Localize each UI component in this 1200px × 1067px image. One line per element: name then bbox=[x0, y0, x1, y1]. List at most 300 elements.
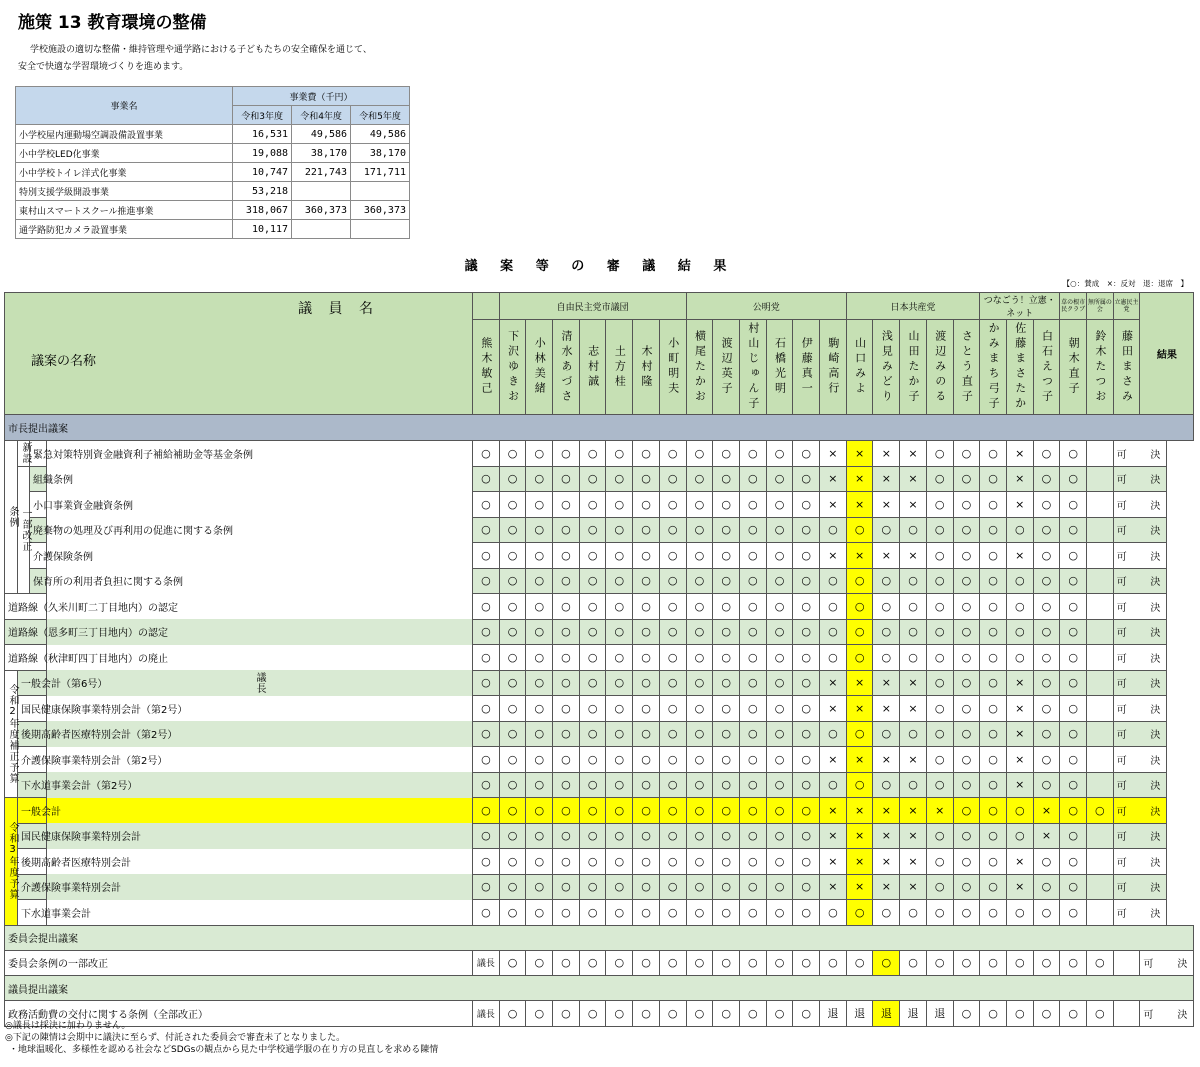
vote-cell: ○ bbox=[739, 594, 766, 620]
vote-cell: ○ bbox=[633, 721, 660, 747]
vote-cell: ○ bbox=[793, 696, 820, 722]
member-name-text: 浅見みどり bbox=[880, 329, 894, 405]
vote-cell: ○ bbox=[526, 721, 553, 747]
vote-cell: × bbox=[1006, 441, 1033, 467]
vote-cell: × bbox=[900, 849, 927, 875]
vote-cell: ○ bbox=[766, 568, 793, 594]
vote-cell: ○ bbox=[900, 721, 927, 747]
section-title: 委員会提出議案 bbox=[5, 925, 1194, 950]
vote-cell: ○ bbox=[793, 823, 820, 849]
vote-cell: ○ bbox=[926, 670, 953, 696]
vote-cell: ○ bbox=[713, 466, 740, 492]
vote-cell: ○ bbox=[553, 645, 580, 671]
vote-cell: ○ bbox=[739, 517, 766, 543]
result-cell: 決 bbox=[1140, 594, 1167, 620]
vote-cell: ○ bbox=[526, 568, 553, 594]
member-name-text: 駒崎高行 bbox=[826, 337, 840, 397]
bill-name: 介護保険事業特別会計（第2号） bbox=[18, 747, 473, 773]
vote-cell: ○ bbox=[713, 849, 740, 875]
vote-cell: × bbox=[846, 849, 873, 875]
vote-cell: 退 bbox=[873, 1001, 900, 1027]
vote-cell: ○ bbox=[526, 543, 553, 569]
vote-cell: ○ bbox=[686, 874, 713, 900]
vote-cell bbox=[1087, 823, 1114, 849]
vote-cell: 退 bbox=[846, 1001, 873, 1027]
vote-cell: ○ bbox=[606, 900, 633, 926]
vote-cell: ○ bbox=[526, 517, 553, 543]
vote-cell: ○ bbox=[499, 772, 526, 798]
note-line: ◎下記の陳情は会期中に議決に至らず、付託された委員会で審査未了となりました。 bbox=[5, 1033, 346, 1043]
vote-cell: ○ bbox=[473, 619, 500, 645]
member-name bbox=[579, 320, 606, 415]
vote-cell: ○ bbox=[633, 1001, 660, 1027]
vote-cell: × bbox=[820, 670, 847, 696]
vote-cell: × bbox=[926, 798, 953, 824]
vote-cell: ○ bbox=[713, 517, 740, 543]
member-name bbox=[926, 320, 953, 415]
result-cell: 決 bbox=[1140, 492, 1167, 518]
budget-name: 通学路防犯カメラ設置事業 bbox=[16, 220, 233, 239]
vote-cell: ○ bbox=[633, 619, 660, 645]
vote-cell bbox=[1113, 950, 1140, 976]
vote-cell: ○ bbox=[686, 517, 713, 543]
result-cell: 可 bbox=[1113, 849, 1140, 875]
vote-cell: ○ bbox=[980, 874, 1007, 900]
vote-cell: ○ bbox=[526, 772, 553, 798]
vote-cell: ○ bbox=[579, 543, 606, 569]
budget-value: 360,373 bbox=[351, 201, 410, 220]
vote-cell: ○ bbox=[686, 798, 713, 824]
member-name-text: 下沢ゆきお bbox=[506, 329, 520, 405]
group-shinsetsu-text: 新設 bbox=[20, 442, 31, 465]
vote-cell: × bbox=[900, 670, 927, 696]
member-name-text: 藤田まさみ bbox=[1120, 329, 1134, 405]
vote-cell: ○ bbox=[900, 517, 927, 543]
member-name bbox=[846, 320, 873, 415]
vote-cell: ○ bbox=[713, 823, 740, 849]
vote-cell: ○ bbox=[1087, 798, 1114, 824]
result-cell: 決 bbox=[1167, 950, 1194, 976]
vote-cell: × bbox=[846, 696, 873, 722]
vote-cell: ○ bbox=[873, 645, 900, 671]
vote-cell: ○ bbox=[686, 823, 713, 849]
vote-cell bbox=[1087, 721, 1114, 747]
vote-cell: ○ bbox=[606, 747, 633, 773]
vote-cell bbox=[1087, 517, 1114, 543]
vote-cell: ○ bbox=[659, 517, 686, 543]
group-jorei-text: 条例 bbox=[7, 506, 18, 528]
vote-cell: × bbox=[820, 874, 847, 900]
result-cell: 決 bbox=[1140, 619, 1167, 645]
vote-cell: ○ bbox=[980, 568, 1007, 594]
vote-cell: 退 bbox=[926, 1001, 953, 1027]
vote-cell: ○ bbox=[980, 798, 1007, 824]
result-cell: 決 bbox=[1167, 1001, 1194, 1027]
vote-cell: ○ bbox=[713, 1001, 740, 1027]
vote-cell: ○ bbox=[793, 543, 820, 569]
vote-cell: ○ bbox=[553, 594, 580, 620]
vote-cell: ○ bbox=[713, 772, 740, 798]
vote-cell: ○ bbox=[713, 645, 740, 671]
vote-cell: ○ bbox=[1033, 517, 1060, 543]
party-header: 立憲民主党 bbox=[1113, 293, 1140, 320]
vote-cell: ○ bbox=[793, 874, 820, 900]
vote-cell: ○ bbox=[553, 492, 580, 518]
vote-cell: ○ bbox=[953, 543, 980, 569]
vote-cell: ○ bbox=[686, 466, 713, 492]
vote-cell: ○ bbox=[1060, 696, 1087, 722]
vote-cell: ○ bbox=[579, 950, 606, 976]
vote-cell: ○ bbox=[579, 645, 606, 671]
vote-cell: × bbox=[1006, 492, 1033, 518]
vote-cell: ○ bbox=[686, 492, 713, 518]
vote-cell: ○ bbox=[633, 670, 660, 696]
vote-cell: ○ bbox=[606, 492, 633, 518]
vote-cell: ○ bbox=[873, 772, 900, 798]
vote-cell: ○ bbox=[713, 670, 740, 696]
member-name bbox=[499, 320, 526, 415]
vote-cell: × bbox=[820, 823, 847, 849]
vote-cell: ○ bbox=[739, 900, 766, 926]
vote-cell: ○ bbox=[766, 849, 793, 875]
vote-cell: ○ bbox=[1033, 670, 1060, 696]
vote-cell: ○ bbox=[1006, 950, 1033, 976]
party-none bbox=[473, 293, 500, 320]
vote-cell: ○ bbox=[953, 441, 980, 467]
vote-cell: ○ bbox=[739, 823, 766, 849]
vote-cell: ○ bbox=[793, 747, 820, 773]
vote-cell: ○ bbox=[953, 798, 980, 824]
member-name bbox=[1113, 320, 1140, 415]
member-name bbox=[900, 320, 927, 415]
section-title: 議員提出議案 bbox=[5, 976, 1194, 1001]
vote-cell: × bbox=[820, 466, 847, 492]
member-name-text: 渡辺英子 bbox=[720, 337, 734, 397]
budget-name: 小中学校トイレ洋式化事業 bbox=[16, 163, 233, 182]
vote-cell: ○ bbox=[1033, 1001, 1060, 1027]
vote-cell: ○ bbox=[686, 1001, 713, 1027]
result-cell: 決 bbox=[1140, 441, 1167, 467]
vote-cell: ○ bbox=[659, 900, 686, 926]
vote-cell: ○ bbox=[606, 696, 633, 722]
vote-cell: ○ bbox=[900, 568, 927, 594]
vote-cell: ○ bbox=[579, 517, 606, 543]
vote-cell: × bbox=[1033, 823, 1060, 849]
budget-value: 318,067 bbox=[233, 201, 292, 220]
bill-row bbox=[5, 900, 1194, 926]
vote-cell: ○ bbox=[606, 950, 633, 976]
vote-cell: ○ bbox=[1060, 772, 1087, 798]
budget-row bbox=[16, 201, 410, 220]
vote-cell: ○ bbox=[766, 950, 793, 976]
vote-cell: ○ bbox=[686, 441, 713, 467]
vote-cell: ○ bbox=[659, 721, 686, 747]
result-cell: 決 bbox=[1140, 721, 1167, 747]
party-header: 自由民主党市議団 bbox=[499, 293, 686, 320]
vote-cell: ○ bbox=[659, 466, 686, 492]
vote-cell: ○ bbox=[1033, 466, 1060, 492]
vote-cell: ○ bbox=[766, 543, 793, 569]
vote-cell: ○ bbox=[739, 798, 766, 824]
section-row bbox=[5, 925, 1194, 950]
vote-cell: × bbox=[1006, 466, 1033, 492]
budget-value bbox=[351, 220, 410, 239]
vote-cell: ○ bbox=[499, 900, 526, 926]
vote-cell: ○ bbox=[659, 950, 686, 976]
vote-table bbox=[4, 292, 1194, 1027]
vote-cell: ○ bbox=[713, 594, 740, 620]
vote-cell: ○ bbox=[739, 645, 766, 671]
vote-cell: ○ bbox=[499, 619, 526, 645]
vote-cell: ○ bbox=[926, 441, 953, 467]
vote-cell: ○ bbox=[766, 594, 793, 620]
vote-cell: × bbox=[900, 747, 927, 773]
budget-value: 360,373 bbox=[292, 201, 351, 220]
vote-cell: × bbox=[873, 849, 900, 875]
result-cell: 可 bbox=[1113, 798, 1140, 824]
vote-cell: ○ bbox=[606, 594, 633, 620]
vote-cell: ○ bbox=[473, 594, 500, 620]
vote-cell: ○ bbox=[793, 594, 820, 620]
vote-cell: ○ bbox=[606, 798, 633, 824]
member-name bbox=[739, 320, 766, 415]
vote-cell: ○ bbox=[526, 619, 553, 645]
vote-cell: ○ bbox=[873, 568, 900, 594]
vote-cell: ○ bbox=[980, 543, 1007, 569]
budget-row bbox=[16, 163, 410, 182]
vote-cell: ○ bbox=[739, 747, 766, 773]
vote-cell: ○ bbox=[1033, 543, 1060, 569]
member-name bbox=[1033, 320, 1060, 415]
result-cell: 決 bbox=[1140, 645, 1167, 671]
result-cell: 可 bbox=[1113, 823, 1140, 849]
vote-cell: ○ bbox=[659, 441, 686, 467]
bill-row bbox=[5, 823, 1194, 849]
vote-cell: ○ bbox=[1060, 492, 1087, 518]
vote-cell: ○ bbox=[606, 670, 633, 696]
result-cell: 決 bbox=[1140, 670, 1167, 696]
vote-cell: ○ bbox=[499, 517, 526, 543]
vote-cell: ○ bbox=[659, 823, 686, 849]
vote-cell: ○ bbox=[553, 950, 580, 976]
vote-cell: ○ bbox=[953, 747, 980, 773]
vote-cell: ○ bbox=[846, 594, 873, 620]
vote-cell: × bbox=[820, 798, 847, 824]
vote-cell: ○ bbox=[686, 619, 713, 645]
vote-cell: ○ bbox=[1033, 900, 1060, 926]
member-name-text: 伊藤真一 bbox=[800, 337, 814, 397]
vote-cell: ○ bbox=[499, 950, 526, 976]
vote-cell: ○ bbox=[553, 441, 580, 467]
vote-cell: ○ bbox=[1006, 900, 1033, 926]
member-name-text: 渡辺みのる bbox=[933, 329, 947, 405]
vote-cell: ○ bbox=[739, 441, 766, 467]
vote-cell: ○ bbox=[526, 823, 553, 849]
vote-cell: 退 bbox=[900, 1001, 927, 1027]
vote-cell: ○ bbox=[953, 568, 980, 594]
vote-cell: × bbox=[846, 670, 873, 696]
vote-cell: ○ bbox=[846, 568, 873, 594]
bill-name: 後期高齢者医療特別会計 bbox=[18, 849, 473, 875]
vote-cell: ○ bbox=[659, 568, 686, 594]
vote-cell: × bbox=[846, 441, 873, 467]
vote-cell: ○ bbox=[1033, 441, 1060, 467]
description: 学校施設の適切な整備・維持管理や通学路における子どもたちの安全確保を通じて、安全で快適な学習環境づくりを進めます。 bbox=[18, 45, 372, 72]
member-name-text: 木村隆 bbox=[640, 344, 653, 390]
budget-name: 小学校屋内運動場空調設備設置事業 bbox=[16, 125, 233, 144]
vote-cell: ○ bbox=[713, 798, 740, 824]
vote-cell: ○ bbox=[953, 950, 980, 976]
result-cell: 可 bbox=[1113, 645, 1140, 671]
vote-cell: ○ bbox=[739, 568, 766, 594]
vote-cell: ○ bbox=[659, 849, 686, 875]
vote-cell: ○ bbox=[499, 594, 526, 620]
vote-cell: ○ bbox=[820, 619, 847, 645]
vote-cell: ○ bbox=[926, 619, 953, 645]
vote-cell: ○ bbox=[473, 721, 500, 747]
member-name-text: かみまち弓子 bbox=[987, 322, 1001, 412]
vote-cell: ○ bbox=[659, 670, 686, 696]
vote-cell: ○ bbox=[820, 950, 847, 976]
vote-cell: ○ bbox=[766, 747, 793, 773]
bill-row bbox=[5, 696, 1194, 722]
section-row bbox=[5, 976, 1194, 1001]
vote-cell: ○ bbox=[553, 466, 580, 492]
vote-cell: ○ bbox=[633, 492, 660, 518]
vote-cell: ○ bbox=[713, 900, 740, 926]
vote-cell: ○ bbox=[900, 594, 927, 620]
bill-name: 一般会計（第6号） bbox=[18, 670, 473, 696]
vote-cell: ○ bbox=[473, 543, 500, 569]
vote-cell: ○ bbox=[793, 950, 820, 976]
vote-cell: ○ bbox=[553, 619, 580, 645]
vote-cell: ○ bbox=[793, 798, 820, 824]
vote-cell: ○ bbox=[713, 543, 740, 569]
vote-cell: × bbox=[873, 696, 900, 722]
vote-cell: ○ bbox=[526, 1001, 553, 1027]
vote-cell: ○ bbox=[553, 721, 580, 747]
vote-cell: ○ bbox=[1033, 950, 1060, 976]
vote-cell: ○ bbox=[1033, 568, 1060, 594]
vote-cell: ○ bbox=[793, 568, 820, 594]
vote-cell: ○ bbox=[553, 543, 580, 569]
vote-cell: ○ bbox=[1060, 798, 1087, 824]
vote-cell: ○ bbox=[1060, 543, 1087, 569]
budget-value: 221,743 bbox=[292, 163, 351, 182]
member-name bbox=[766, 320, 793, 415]
member-name-text: 志村誠 bbox=[586, 344, 600, 390]
bill-name: 介護保険事業特別会計 bbox=[18, 874, 473, 900]
vote-cell: ○ bbox=[820, 900, 847, 926]
vote-cell: ○ bbox=[793, 772, 820, 798]
vote-cell: ○ bbox=[686, 900, 713, 926]
vote-cell: ○ bbox=[766, 466, 793, 492]
vote-cell bbox=[1087, 466, 1114, 492]
vote-cell: ○ bbox=[659, 619, 686, 645]
vote-cell: ○ bbox=[713, 568, 740, 594]
bill-row bbox=[5, 874, 1194, 900]
vote-cell: ○ bbox=[686, 568, 713, 594]
vote-cell: ○ bbox=[553, 517, 580, 543]
vote-cell: ○ bbox=[846, 645, 873, 671]
bill-row bbox=[5, 747, 1194, 773]
vote-cell: ○ bbox=[926, 874, 953, 900]
group-r3 bbox=[5, 798, 18, 926]
vote-cell: × bbox=[873, 670, 900, 696]
vote-cell: ○ bbox=[1060, 441, 1087, 467]
vote-cell: ○ bbox=[820, 772, 847, 798]
vote-cell: ○ bbox=[633, 900, 660, 926]
vote-cell: ○ bbox=[606, 772, 633, 798]
vote-cell: ○ bbox=[1060, 823, 1087, 849]
vote-cell: × bbox=[873, 492, 900, 518]
vote-cell: × bbox=[1006, 772, 1033, 798]
vote-cell: × bbox=[820, 492, 847, 518]
result-cell: 可 bbox=[1113, 619, 1140, 645]
member-name bbox=[1060, 320, 1087, 415]
vote-cell: ○ bbox=[1033, 874, 1060, 900]
member-name bbox=[873, 320, 900, 415]
vote-cell: ○ bbox=[739, 619, 766, 645]
vote-cell: ○ bbox=[473, 492, 500, 518]
vote-cell: ○ bbox=[980, 594, 1007, 620]
budget-col-name: 事業名 bbox=[16, 87, 233, 125]
vote-cell: ○ bbox=[793, 1001, 820, 1027]
vote-cell: ○ bbox=[766, 772, 793, 798]
vote-cell: ○ bbox=[766, 798, 793, 824]
vote-cell: ○ bbox=[553, 874, 580, 900]
budget-year: 令和5年度 bbox=[351, 106, 410, 125]
member-name bbox=[633, 320, 660, 415]
vote-cell: × bbox=[900, 441, 927, 467]
member-name-text: さとう直子 bbox=[960, 329, 974, 405]
vote-cell: ○ bbox=[686, 594, 713, 620]
vote-cell: ○ bbox=[980, 950, 1007, 976]
vote-cell: ○ bbox=[739, 849, 766, 875]
vote-cell: ○ bbox=[926, 466, 953, 492]
vote-cell: ○ bbox=[766, 900, 793, 926]
note-line: ◎議長は採決に加わりません。 bbox=[5, 1021, 131, 1031]
group-r3-text: 令和3年度予算 bbox=[7, 822, 18, 901]
vote-cell: × bbox=[820, 441, 847, 467]
vote-cell: ○ bbox=[1006, 823, 1033, 849]
vote-cell: ○ bbox=[579, 1001, 606, 1027]
vote-cell: ○ bbox=[526, 670, 553, 696]
vote-cell: ○ bbox=[473, 568, 500, 594]
result-cell: 可 bbox=[1113, 441, 1140, 467]
result-cell: 可 bbox=[1113, 543, 1140, 569]
bill-name: 道路線（恩多町三丁目地内）の認定 bbox=[5, 619, 473, 645]
vote-cell: ○ bbox=[980, 696, 1007, 722]
vote-cell: ○ bbox=[579, 594, 606, 620]
vote-cell: ○ bbox=[606, 1001, 633, 1027]
vote-cell: ○ bbox=[873, 721, 900, 747]
result-cell: 可 bbox=[1113, 466, 1140, 492]
vote-cell: ○ bbox=[713, 619, 740, 645]
vote-cell: ○ bbox=[739, 466, 766, 492]
vote-cell: ○ bbox=[953, 645, 980, 671]
vote-cell bbox=[1087, 594, 1114, 620]
vote-cell: ○ bbox=[606, 823, 633, 849]
vote-cell: ○ bbox=[579, 492, 606, 518]
chair-mark-text: 議長 bbox=[254, 671, 266, 694]
vote-cell: ○ bbox=[499, 492, 526, 518]
vote-cell: ○ bbox=[980, 517, 1007, 543]
vote-cell: ○ bbox=[499, 798, 526, 824]
vote-cell: ○ bbox=[526, 696, 553, 722]
vote-cell: ○ bbox=[579, 696, 606, 722]
vote-cell: × bbox=[873, 747, 900, 773]
